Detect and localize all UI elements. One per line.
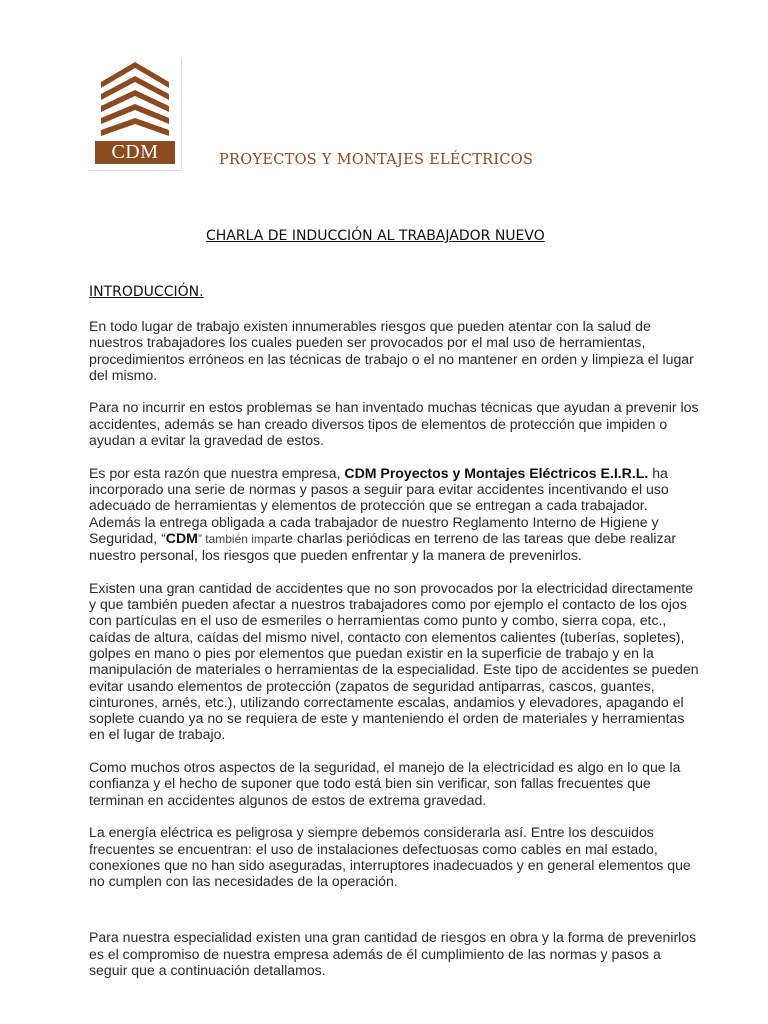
paragraph-3-text-a: Es por esta razón que nuestra empresa, xyxy=(89,464,345,481)
company-legal-name: CDM Proyectos y Montajes Eléctricos E.I.R.L. xyxy=(344,464,649,481)
paragraph-3-quote-close: ” xyxy=(197,531,206,546)
paragraph-3 xyxy=(89,465,701,564)
logo-wordmark: CDM xyxy=(95,141,175,164)
cdm-abbreviation: CDM xyxy=(165,529,198,546)
paragraph-2: Para no incurrir en estos problemas se han inventado muchas técnicas que ayudan a prevenir los accidentes, además se han creado diversos tipos de elementos de protección que impiden o ayudan a evitar la gravedad de estos. xyxy=(89,399,699,449)
paragraph-4: Existen una gran cantidad de accidentes que no son provocados por la electricidad directamente y que también pueden afectar a nuestros trabajadores como por ejemplo el contacto de los ojos con partículas en el uso de esmeriles o herramientas como punto y combo, sierra copa, etc., caídas de altura, caídas del mismo nivel, contacto con elementos calientes (tuberías, sopletes), golpes en mano o pies por elementos que puedan existir en la superficie de trabajo y en la manipulación de materiales o herramientas de la especialidad. Este tipo de accidentes se pueden evitar usando elementos de protección (zapatos de seguridad antiparras, cascos, guantes, cinturones, arnés, etc.), utilizando correctamente escalas, andamios y elevadores, apagando el soplete cuando ya no se requiera de este y manteniendo el orden de materiales y herramientas en el lugar de trabajo. xyxy=(89,579,699,743)
paragraph-3-text-d: te charlas periódicas en terreno de las tareas que debe realizar nuestro personal, los riesgos que pueden enfrentar y la manera de prevenirlos. xyxy=(89,529,677,564)
paragraph-1: En todo lugar de trabajo existen innumerables riesgos que pueden atentar con la salud de nuestros trabajadores los cuales pueden ser provocados por el mal uso de herramientas, procedimientos erróneos en las técnicas de trabajo o el no mantener en orden y limpieza el lugar del mismo. xyxy=(89,318,694,383)
paragraph-6: La energía eléctrica es peligrosa y siempre debemos considerarla así. Entre los descuidos frecuentes se encuentran: el uso de instalaciones defectuosas como cables en mal estado, conexiones que no han sido aseguradas, interruptores inadecuados y en general elementos que no cumplen con las necesidades de la operación. xyxy=(89,824,691,890)
paragraph-5: Como muchos otros aspectos de la seguridad, el manejo de la electricidad es algo en lo que la confianza y el hecho de suponer que todo está bien sin verificar, son fallas frecuentes que terminan en accidentes algunos de estos de extrema gravedad. xyxy=(89,759,681,808)
paragraph-3-text-b: ha incorporado una serie de normas y pasos a seguir para evitar accidentes incentivando el uso adecuado de herramientas y elementos de protección que se entregan a cada trabajador. Además la entrega obligada a cada trabajador de nuestro Reglamento Interno de Higiene y Seguridad, “ xyxy=(89,464,669,546)
company-name: PROYECTOS Y MONTAJES ELÉCTRICOS xyxy=(219,152,534,168)
document-body xyxy=(89,318,701,995)
section-heading-introduccion: INTRODUCCIÓN. xyxy=(89,284,204,300)
document-title: CHARLA DE INDUCCIÓN AL TRABAJADOR NUEVO xyxy=(206,228,545,244)
paragraph-7: Para nuestra especialidad existen una gran cantidad de riesgos en obra y la forma de prevenirlos es el compromiso de nuestra empresa además de él cumplimiento de las normas y pasos a seguir que a continuación detallamos. xyxy=(89,929,697,978)
paragraph-3-tambien: también impar xyxy=(205,531,282,546)
cdm-logo xyxy=(89,58,182,171)
